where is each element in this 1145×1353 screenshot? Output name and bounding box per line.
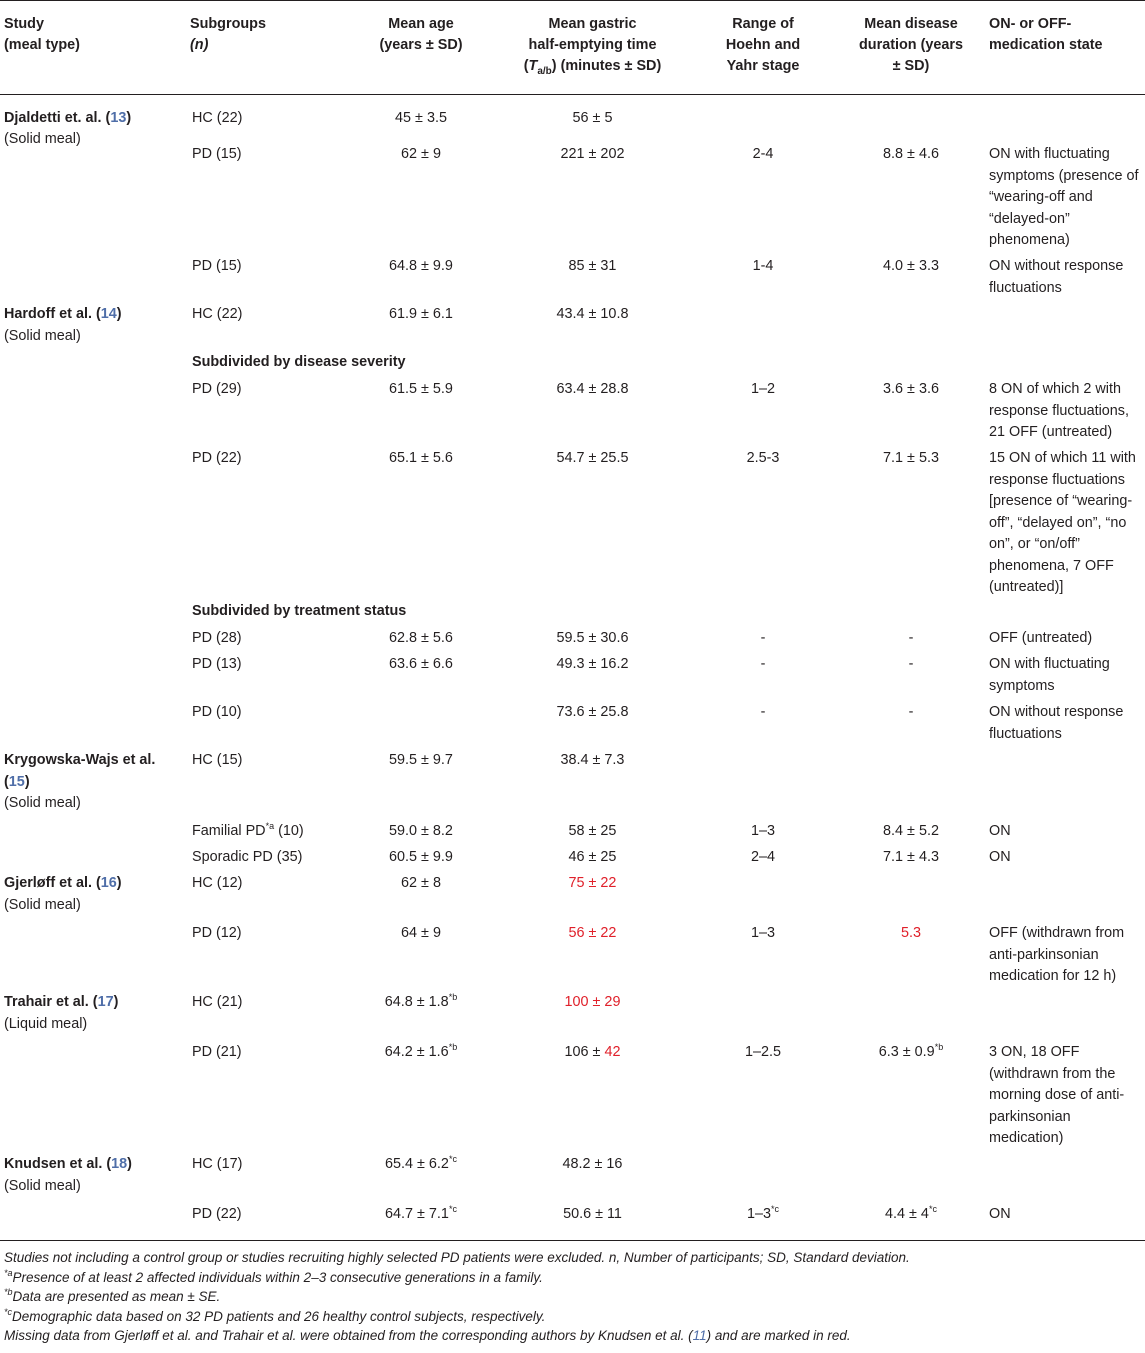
state-cell: ON with fluctuating symptoms (presence of “wearing-off and “delayed-on” phenomena) bbox=[989, 146, 1139, 249]
duration-cell: 8.4 ± 5.2 bbox=[883, 823, 939, 840]
state-cell bbox=[985, 992, 1145, 1042]
age-cell: 62 ± 8 bbox=[401, 875, 441, 892]
subgroup-cell: PD (21) bbox=[192, 1044, 242, 1061]
reference-link[interactable]: 14 bbox=[100, 306, 117, 323]
header-subgroups: Subgroups (n) bbox=[190, 16, 266, 53]
gastric-cell: 59.5 ± 30.6 bbox=[556, 630, 629, 647]
hy-cell bbox=[689, 992, 837, 1042]
hy-cell: 2–4 bbox=[750, 849, 775, 866]
subhead-severity: Subdivided by disease severity bbox=[192, 354, 406, 371]
duration-cell bbox=[837, 1154, 985, 1204]
study-knudsen: Knudsen et al. (18) (Solid meal) bbox=[4, 1156, 132, 1194]
subgroup-cell: Sporadic PD (35) bbox=[192, 849, 303, 866]
footnote-a: $^{*a}$Presence of at least 2 affected individuals within 2–3 consecutive generations in a family. bbox=[4, 1267, 543, 1285]
subgroup-cell: HC (12) bbox=[192, 875, 243, 892]
state-cell: 3 ON, 18 OFF (withdrawn from the morning dose of anti-parkinsonian medication) bbox=[989, 1044, 1125, 1147]
hy-cell: - bbox=[760, 656, 766, 673]
study-krygowska: Krygowska-Wajs et al. (15) (Solid meal) bbox=[4, 752, 156, 812]
subhead-treatment: Subdivided by treatment status bbox=[192, 603, 407, 620]
header-study: Study (meal type) bbox=[4, 16, 80, 53]
hy-cell: 1–3 bbox=[750, 925, 775, 942]
footnote-general: Studies not including a control group or studies recruiting highly selected PD patients were excluded. n, Number of participants; SD, Standard deviation. bbox=[4, 1250, 910, 1265]
subgroup-cell: HC (22) bbox=[192, 109, 243, 126]
header-gastric-time: Mean gastric half-emptying time $(T_{a/b})$ (minutes ± SD) bbox=[523, 16, 662, 77]
subgroup-cell: PD (29) bbox=[192, 381, 242, 398]
subgroup-cell: PD (15) bbox=[192, 258, 242, 275]
reference-link[interactable]: 13 bbox=[110, 109, 127, 126]
hy-cell bbox=[689, 1154, 837, 1204]
age-cell: 61.9 ± 6.1 bbox=[389, 306, 453, 323]
header-disease-duration: Mean disease duration (years ± SD) bbox=[859, 16, 963, 74]
gastric-cell: 85 ± 31 bbox=[568, 258, 617, 275]
subgroup-cell: HC (22) bbox=[192, 306, 243, 323]
age-cell: $64.2 \pm 1.6^{*b}$ bbox=[384, 1042, 458, 1061]
state-cell: OFF (withdrawn from anti-parkinsonian medication for 12 h) bbox=[989, 925, 1125, 985]
hy-cell bbox=[689, 873, 837, 923]
state-cell: 8 ON of which 2 with response fluctuations, 21 OFF (untreated) bbox=[989, 381, 1129, 441]
hy-cell bbox=[689, 750, 837, 821]
duration-cell: 7.1 ± 4.3 bbox=[883, 849, 939, 866]
reference-link[interactable]: 17 bbox=[97, 994, 114, 1011]
age-cell: 64.8 ± 9.9 bbox=[389, 258, 453, 275]
subgroup-cell: PD (12) bbox=[192, 925, 242, 942]
duration-cell: 7.1 ± 5.3 bbox=[883, 450, 939, 467]
subgroup-cell: PD (22) bbox=[192, 1206, 242, 1223]
duration-cell: $4.4 \pm 4^{*c}$ bbox=[885, 1204, 937, 1223]
duration-cell bbox=[837, 304, 985, 352]
footnote-b: $^{*b}$Data are presented as mean ± SE. bbox=[4, 1287, 221, 1304]
footnote-missing-data: Missing data from Gjerløff et al. and Trahair et al. were obtained from the corresponding authors by Knudsen et al. (11) and are marked in red. bbox=[4, 1328, 851, 1343]
duration-cell: 4.0 ± 3.3 bbox=[883, 258, 939, 275]
gastric-cell: 56 ± 22 bbox=[568, 925, 617, 942]
age-cell: 62.8 ± 5.6 bbox=[389, 630, 453, 647]
gastric-cell: 73.6 ± 25.8 bbox=[556, 704, 629, 721]
table-row bbox=[0, 750, 1145, 821]
state-cell: ON bbox=[989, 1206, 1011, 1223]
gastric-cell: 43.4 ± 10.8 bbox=[556, 306, 629, 323]
duration-cell: - bbox=[908, 630, 914, 647]
subgroup-cell: HC (21) bbox=[192, 994, 243, 1011]
hy-cell: - bbox=[760, 704, 766, 721]
subgroup-cell: PD (22) bbox=[192, 450, 242, 467]
reference-link[interactable]: 16 bbox=[100, 875, 117, 892]
state-cell bbox=[985, 750, 1145, 821]
age-cell: $65.4 \pm 6.2^{*c}$ bbox=[385, 1154, 457, 1173]
duration-cell bbox=[837, 750, 985, 821]
state-cell: ON with fluctuating symptoms bbox=[989, 656, 1110, 694]
subgroup-cell: PD (28) bbox=[192, 630, 242, 647]
hy-cell: - bbox=[760, 630, 766, 647]
duration-cell: 8.8 ± 4.6 bbox=[883, 146, 939, 163]
table-row bbox=[0, 873, 1145, 923]
age-cell: 45 ± 3.5 bbox=[395, 109, 447, 126]
hy-cell: 1–3 bbox=[750, 823, 775, 840]
age-cell: 60.5 ± 9.9 bbox=[389, 849, 453, 866]
subgroup-cell: HC (17) bbox=[192, 1156, 243, 1173]
gastric-cell: 48.2 ± 16 bbox=[562, 1156, 623, 1173]
age-cell: $64.7 \pm 7.1^{*c}$ bbox=[385, 1204, 457, 1223]
state-cell: OFF (untreated) bbox=[989, 630, 1093, 647]
duration-cell: 3.6 ± 3.6 bbox=[883, 381, 939, 398]
subgroup-cell: PD (10) bbox=[192, 704, 242, 721]
gastric-cell: 106 ± 42 bbox=[564, 1044, 621, 1061]
state-cell bbox=[985, 304, 1145, 352]
hy-cell: 2.5-3 bbox=[746, 450, 780, 467]
age-cell: $64.8 \pm 1.8^{*b}$ bbox=[384, 992, 458, 1011]
hy-cell: 1–2.5 bbox=[744, 1044, 781, 1061]
state-cell: ON without response fluctuations bbox=[989, 704, 1124, 742]
gastric-cell: 58 ± 25 bbox=[568, 823, 617, 840]
gastric-cell: 49.3 ± 16.2 bbox=[556, 656, 629, 673]
study-trahair: Trahair et al. (17) (Liquid meal) bbox=[4, 994, 119, 1032]
table-row bbox=[0, 94, 1145, 144]
table-row bbox=[0, 304, 1145, 352]
table-footnotes bbox=[4, 1248, 1139, 1346]
duration-cell: - bbox=[908, 656, 914, 673]
age-cell bbox=[346, 702, 496, 750]
duration-cell bbox=[837, 992, 985, 1042]
reference-link[interactable]: 15 bbox=[8, 773, 25, 790]
subgroup-cell: HC (15) bbox=[192, 752, 243, 769]
age-cell: 63.6 ± 6.6 bbox=[389, 656, 453, 673]
gastric-cell: 75 ± 22 bbox=[568, 875, 617, 892]
gastric-cell: 50.6 ± 11 bbox=[563, 1206, 622, 1223]
hy-cell: 1–3$^{*c}$ bbox=[746, 1204, 780, 1223]
reference-link[interactable]: 11 bbox=[692, 1328, 707, 1343]
gastric-cell: 54.7 ± 25.5 bbox=[556, 450, 629, 467]
hy-cell: 1-4 bbox=[752, 258, 774, 275]
gastric-cell: 56 ± 5 bbox=[572, 109, 613, 126]
state-cell: ON bbox=[989, 823, 1011, 840]
gastric-cell: 46 ± 25 bbox=[568, 849, 617, 866]
reference-link[interactable]: 18 bbox=[111, 1156, 128, 1173]
gastric-cell: 63.4 ± 28.8 bbox=[556, 381, 629, 398]
duration-cell: 5.3 bbox=[900, 925, 921, 942]
header-hoehn-yahr: Range of Hoehn and Yahr stage bbox=[725, 16, 801, 74]
subgroup-cell: Familial PD$^{*a}$ (10) bbox=[192, 821, 304, 840]
hy-cell: 2-4 bbox=[752, 146, 774, 163]
age-cell: 64 ± 9 bbox=[401, 925, 441, 942]
state-cell: 15 ON of which 11 with response fluctuations [presence of “wearing-off”, “delayed on”, “no on”, or “on/off” phenomena, 7 OFF (untreated)] bbox=[989, 450, 1136, 596]
gastric-cell: 100 ± 29 bbox=[564, 994, 621, 1011]
duration-cell bbox=[837, 94, 985, 144]
state-cell bbox=[985, 1154, 1145, 1204]
age-cell: 65.1 ± 5.6 bbox=[389, 450, 453, 467]
study-hardoff: Hardoff et al. (14) (Solid meal) bbox=[4, 306, 122, 344]
footnote-c: $^{*c}$Demographic data based on 32 PD patients and 26 healthy control subjects, respectively. bbox=[4, 1306, 546, 1324]
study-gjerloff: Gjerløff et al. (16) (Solid meal) bbox=[4, 875, 122, 913]
hy-cell: 1–2 bbox=[750, 381, 775, 398]
subgroup-cell: PD (15) bbox=[192, 146, 242, 163]
gastric-cell: 38.4 ± 7.3 bbox=[560, 752, 625, 769]
duration-cell: $6.3 \pm 0.9^{*b}$ bbox=[878, 1042, 944, 1061]
state-cell: ON without response fluctuations bbox=[989, 258, 1124, 296]
state-cell bbox=[985, 873, 1145, 923]
duration-cell bbox=[837, 873, 985, 923]
table-row bbox=[0, 1154, 1145, 1204]
duration-cell: - bbox=[908, 704, 914, 721]
hy-cell bbox=[689, 304, 837, 352]
state-cell: ON bbox=[989, 849, 1011, 866]
header-medication-state: ON- or OFF- medication state bbox=[989, 16, 1103, 53]
age-cell: 62 ± 9 bbox=[401, 146, 441, 163]
age-cell: 61.5 ± 5.9 bbox=[389, 381, 453, 398]
gastric-cell: 221 ± 202 bbox=[560, 146, 625, 163]
table-row bbox=[0, 992, 1145, 1042]
age-cell: 59.0 ± 8.2 bbox=[389, 823, 453, 840]
state-cell bbox=[985, 94, 1145, 144]
header-row bbox=[0, 1, 1145, 95]
hy-cell bbox=[689, 94, 837, 144]
header-mean-age: Mean age (years ± SD) bbox=[379, 16, 463, 53]
subgroup-cell: PD (13) bbox=[192, 656, 242, 673]
age-cell: 59.5 ± 9.7 bbox=[389, 752, 453, 769]
study-djaldetti: Djaldetti et. al. (13) (Solid meal) bbox=[4, 109, 132, 148]
